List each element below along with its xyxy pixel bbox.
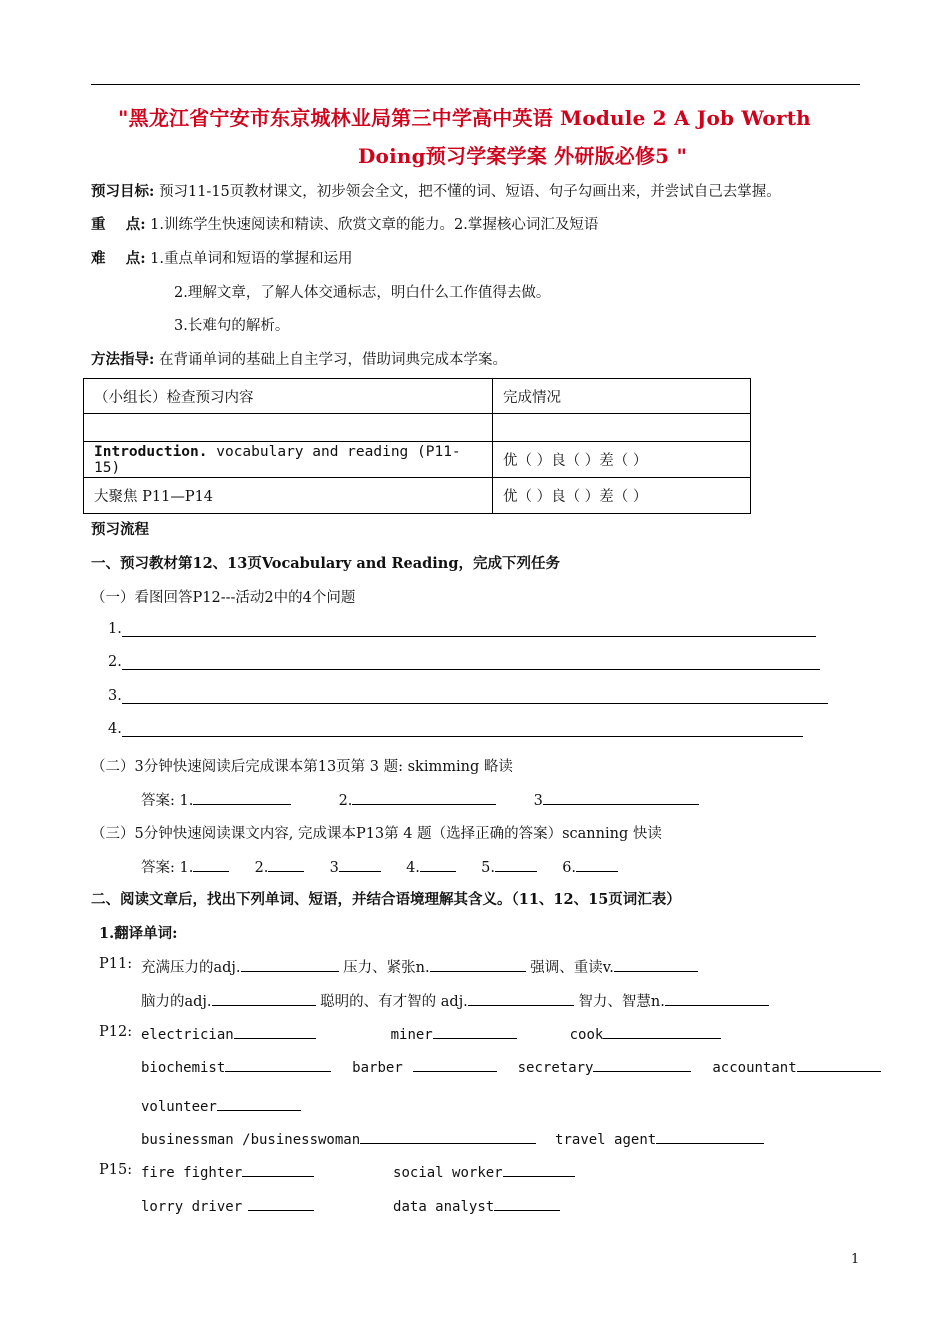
- key-label: 重 点:: [91, 216, 146, 233]
- answer-line[interactable]: [122, 636, 816, 637]
- introduction-label: Introduction.: [94, 443, 208, 460]
- vocab-term: volunteer: [141, 1099, 217, 1115]
- answer-number: 2.: [254, 860, 269, 876]
- flow-title: 预习流程: [91, 521, 149, 538]
- vocab-blank[interactable]: [241, 957, 339, 972]
- key-row: [91, 213, 598, 234]
- p12-row-3: [141, 1096, 301, 1115]
- answer-number: 3: [533, 793, 543, 809]
- answer-number: 4.: [406, 860, 420, 876]
- vocab-blank[interactable]: [603, 1024, 721, 1039]
- introduction-rest: vocabulary and reading (P11-15): [94, 443, 461, 476]
- p12-row-2: [141, 1057, 881, 1076]
- vocab-term: electrician: [141, 1027, 234, 1043]
- table-header-content: （小组长）检查预习内容: [84, 379, 493, 414]
- part2-sub1: 1.翻译单词:: [99, 925, 178, 942]
- vocab-term: 充满压力的adj.: [141, 960, 241, 976]
- p15-row-2: [141, 1196, 560, 1215]
- sub3-answers: [141, 856, 618, 877]
- sub2-answers: [141, 789, 699, 810]
- vocab-blank[interactable]: [413, 1057, 497, 1072]
- answer-blank[interactable]: [352, 790, 496, 805]
- method-text: 在背诵单词的基础上自主学习，借助词典完成本学案。: [158, 352, 507, 368]
- vocab-term: accountant: [712, 1060, 797, 1076]
- title-line-2: Doing预习学案学案 外研版必修5 ": [358, 144, 688, 168]
- target-label: 预习目标:: [91, 183, 155, 200]
- check-table: [83, 378, 751, 514]
- table-row: [84, 478, 751, 514]
- p15-label: P15:: [99, 1162, 133, 1178]
- vocab-term: data analyst: [393, 1199, 495, 1215]
- table-cell-rating: 优（ ）良（ ）差（ ）: [493, 442, 751, 478]
- difficulty-row: [91, 247, 353, 268]
- vocab-term: fire fighter: [141, 1165, 243, 1181]
- method-label: 方法指导:: [91, 351, 155, 368]
- vocab-term: 聪明的、有才智的 adj.: [320, 994, 468, 1010]
- vocab-blank[interactable]: [503, 1162, 575, 1177]
- answer-blank[interactable]: [339, 857, 381, 872]
- vocab-blank[interactable]: [593, 1057, 691, 1072]
- answer-blank[interactable]: [193, 857, 229, 872]
- vocab-blank[interactable]: [212, 991, 316, 1006]
- answer-number: 3: [329, 860, 339, 876]
- vocab-term: social worker: [393, 1165, 503, 1181]
- answer-blank[interactable]: [193, 790, 291, 805]
- table-cell-rating: 优（ ）良（ ）差（ ）: [493, 478, 751, 514]
- vocab-term: secretary: [517, 1060, 594, 1076]
- vocab-blank[interactable]: [665, 991, 769, 1006]
- part1-sub2: （二）3分钟快速阅读后完成课本第13页第 3 题: skimming 略读: [91, 759, 513, 775]
- page-number: 1: [851, 1252, 860, 1267]
- answer-label: 答案:: [141, 793, 175, 809]
- answer-number: 6.: [562, 860, 577, 876]
- table-cell: [84, 414, 493, 442]
- answer-number: 1.: [179, 860, 194, 876]
- vocab-blank[interactable]: [225, 1057, 331, 1072]
- method-row: [91, 348, 507, 369]
- difficulty-item: 3.长难句的解析。: [174, 318, 290, 334]
- vocab-blank[interactable]: [217, 1096, 301, 1111]
- answer-blank[interactable]: [495, 857, 537, 872]
- answer-blank[interactable]: [576, 857, 618, 872]
- answer-line[interactable]: [122, 703, 828, 704]
- p15-row-1: [141, 1162, 575, 1181]
- vocab-term: businessman /businesswoman: [141, 1132, 361, 1148]
- answer-blank[interactable]: [420, 857, 456, 872]
- key-text: 1.训练学生快速阅读和精读、欣赏文章的能力。2.掌握核心词汇及短语: [150, 217, 599, 233]
- table-cell-focus: 大聚焦 P11—P14: [84, 478, 493, 514]
- vocab-blank[interactable]: [468, 991, 574, 1006]
- table-cell-introduction: [84, 442, 493, 478]
- p12-row-4: [141, 1129, 764, 1148]
- difficulty-item: 2.理解文章，了解人体交通标志，明白什么工作值得去做。: [174, 285, 551, 301]
- vocab-term: barber: [352, 1060, 403, 1076]
- vocab-blank[interactable]: [242, 1162, 314, 1177]
- answer-number: 2.: [338, 793, 353, 809]
- vocab-term: 压力、紧张n.: [343, 960, 430, 976]
- answer-line[interactable]: [122, 736, 803, 737]
- vocab-term: miner: [390, 1027, 433, 1043]
- vocab-term: travel agent: [555, 1132, 657, 1148]
- vocab-term: 强调、重读v.: [530, 960, 614, 976]
- difficulty-label: 难 点:: [91, 250, 146, 267]
- answer-number: 5.: [481, 860, 495, 876]
- vocab-blank[interactable]: [234, 1024, 316, 1039]
- vocab-blank[interactable]: [248, 1196, 314, 1211]
- question-number: 1.: [108, 621, 122, 637]
- title-line-1: "黑龙江省宁安市东京城林业局第三中学高中英语 Module 2 A Job Worth: [118, 106, 811, 130]
- vocab-term: cook: [569, 1027, 604, 1043]
- p11-row-2: [141, 990, 769, 1011]
- answer-number: 1.: [179, 793, 194, 809]
- vocab-blank[interactable]: [494, 1196, 560, 1211]
- p12-row-1: [141, 1024, 721, 1043]
- part1-sub1: （一）看图回答P12---活动2中的4个问题: [91, 590, 356, 606]
- answer-label: 答案:: [141, 860, 175, 876]
- part2-heading: 二、阅读文章后，找出下列单词、短语，并结合语境理解其含义。（11、12、15页词汇表）: [91, 891, 681, 908]
- answer-line[interactable]: [122, 669, 820, 670]
- vocab-blank[interactable]: [433, 1024, 517, 1039]
- target-text: 预习11-15页教材课文，初步领会全文，把不懂的词、短语、句子勾画出来，并尝试自己去掌握。: [158, 184, 781, 200]
- vocab-term: biochemist: [141, 1060, 226, 1076]
- question-number: 4.: [108, 721, 122, 737]
- table-row: [84, 414, 751, 442]
- target-row: [91, 180, 781, 201]
- vocab-blank[interactable]: [797, 1057, 881, 1072]
- vocab-term: lorry driver: [141, 1199, 243, 1215]
- vocab-blank[interactable]: [430, 957, 526, 972]
- p11-label: P11:: [99, 956, 133, 972]
- answer-blank[interactable]: [543, 790, 699, 805]
- vocab-blank[interactable]: [614, 957, 698, 972]
- question-number: 2.: [108, 654, 122, 670]
- table-cell: [493, 414, 751, 442]
- p11-row-1: [141, 956, 698, 977]
- vocab-blank[interactable]: [656, 1129, 764, 1144]
- part1-sub3: （三）5分钟快速阅读课文内容, 完成课本P13第 4 题（选择正确的答案）scanning 快读: [91, 826, 662, 842]
- part1-heading: 一、预习教材第12、13页Vocabulary and Reading，完成下列任务: [91, 555, 560, 572]
- top-rule: [91, 84, 860, 85]
- vocab-term: 脑力的adj.: [141, 994, 212, 1010]
- vocab-blank[interactable]: [360, 1129, 536, 1144]
- answer-blank[interactable]: [268, 857, 304, 872]
- table-row: [84, 442, 751, 478]
- table-header-status: 完成情况: [493, 379, 751, 414]
- question-number: 3.: [108, 688, 122, 704]
- table-header-row: [84, 379, 751, 414]
- vocab-term: 智力、智慧n.: [578, 994, 665, 1010]
- p12-label: P12:: [99, 1024, 133, 1040]
- difficulty-item: 1.重点单词和短语的掌握和运用: [150, 251, 353, 267]
